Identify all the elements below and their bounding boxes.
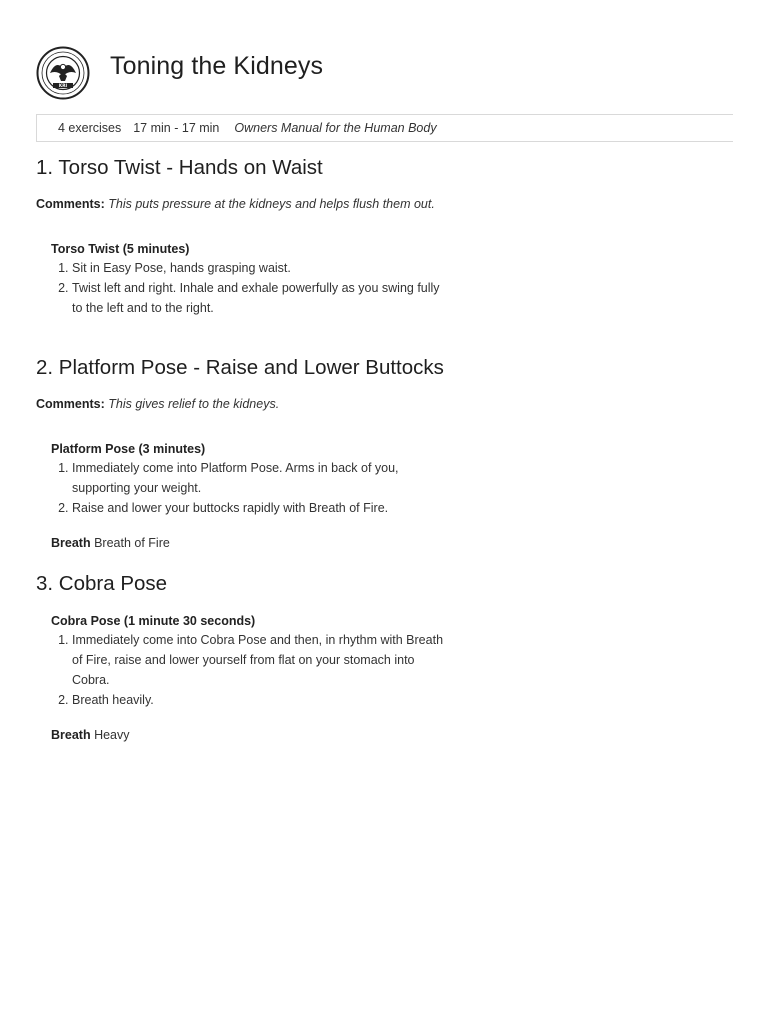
exercise-title: Platform Pose (3 minutes) <box>51 442 206 456</box>
meta-bar <box>36 114 733 142</box>
step-item: 2. Breath heavily. <box>72 690 452 710</box>
section-heading: 3. Cobra Pose <box>36 572 168 595</box>
step-item: 2. Raise and lower your buttocks rapidly with Breath of Fire. <box>72 498 452 518</box>
source-title: Owners Manual for the Human Body <box>234 121 437 135</box>
breath-value: Heavy <box>94 728 130 742</box>
lotus-figure-logo-icon <box>36 46 90 100</box>
duration: 17 min - 17 min <box>133 121 220 135</box>
page-title: Toning the Kidneys <box>110 52 324 80</box>
step-item: 2. Twist left and right. Inhale and exhale powerfully as you swing fully to the left and to the right. <box>72 278 452 318</box>
step-item: 1. Immediately come into Platform Pose. Arms in back of you, supporting your weight. <box>72 458 452 498</box>
comments <box>36 196 736 212</box>
comments-text: This gives relief to the kidneys. <box>108 397 280 411</box>
exercise-count: 4 exercises <box>58 121 122 135</box>
comments <box>36 396 736 412</box>
breath-label: Breath <box>51 728 91 742</box>
exercise-block <box>51 240 736 318</box>
steps-list <box>51 458 452 518</box>
comments-label: Comments: <box>36 397 105 411</box>
steps-list <box>51 630 452 710</box>
exercise-title: Torso Twist (5 minutes) <box>51 242 190 256</box>
breath-line <box>51 726 736 744</box>
breath-value: Breath of Fire <box>94 536 170 550</box>
breath-label: Breath <box>51 536 91 550</box>
exercise-section-1 <box>36 156 736 318</box>
section-heading: 1. Torso Twist - Hands on Waist <box>36 156 323 179</box>
page-header <box>36 46 736 102</box>
comments-text: This puts pressure at the kidneys and helps flush them out. <box>108 197 435 211</box>
section-heading: 2. Platform Pose - Raise and Lower Buttocks <box>36 356 444 379</box>
exercise-section-3 <box>36 572 736 744</box>
svg-text:KRI: KRI <box>58 84 68 90</box>
exercise-title: Cobra Pose (1 minute 30 seconds) <box>51 614 256 628</box>
step-item: 1. Sit in Easy Pose, hands grasping waist. <box>72 258 452 278</box>
breath-line <box>51 534 736 552</box>
comments-label: Comments: <box>36 197 105 211</box>
steps-list <box>51 258 452 318</box>
exercise-block <box>51 440 736 518</box>
step-item: 1. Immediately come into Cobra Pose and then, in rhythm with Breath of Fire, raise and lower yourself from flat on your stomach into Cobra. <box>72 630 452 690</box>
exercise-block <box>51 612 736 710</box>
exercise-section-2 <box>36 356 736 552</box>
